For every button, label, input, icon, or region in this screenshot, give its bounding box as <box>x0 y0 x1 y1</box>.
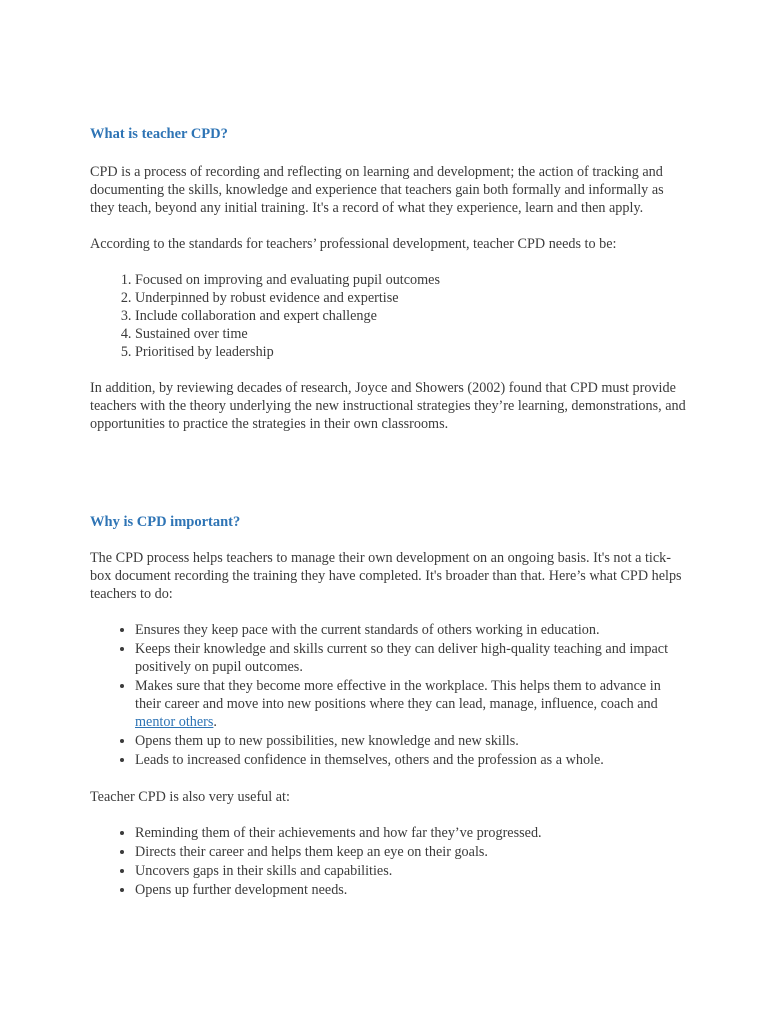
heading-what-is-cpd: What is teacher CPD? <box>90 126 228 142</box>
list-item: • Opens up further development needs. <box>135 881 690 899</box>
heading-why-cpd-important: Why is CPD important? <box>90 514 241 530</box>
list-item: • Leads to increased confidence in themselves, others and the profession as a whole. <box>135 751 690 769</box>
paragraph-useful-at: Teacher CPD is also very useful at: <box>90 789 290 805</box>
numbered-list-standards <box>90 271 690 361</box>
list-item: • Opens them up to new possibilities, new knowledge and new skills. <box>135 732 690 750</box>
list-item: 3. Include collaboration and expert challenge <box>135 307 690 325</box>
list-item <box>135 677 690 731</box>
paragraph-cpd-definition: CPD is a process of recording and reflecting on learning and development; the action of tracking and documenting the skills, knowledge and experience that teachers gain both formally and informally as they teach, beyond any initial training. It's a record of what they experience, learn and then apply. <box>90 164 664 216</box>
list-item: • Uncovers gaps in their skills and capabilities. <box>135 862 690 880</box>
mentor-others-link[interactable]: mentor others <box>135 714 214 730</box>
list-item: 2. Underpinned by robust evidence and expertise <box>135 289 690 307</box>
list-item: • Ensures they keep pace with the current standards of others working in education. <box>135 621 690 639</box>
list-item: 1. Focused on improving and evaluating pupil outcomes <box>135 271 690 289</box>
document-page <box>90 125 690 900</box>
list-item: • Reminding them of their achievements and how far they’ve progressed. <box>135 824 690 842</box>
paragraph-standards-intro: According to the standards for teachers’ professional development, teacher CPD needs to be: <box>90 236 617 252</box>
paragraph-cpd-process: The CPD process helps teachers to manage their own development on an ongoing basis. It's not a tick-box document recording the training they have completed. It's broader than that. Here’s what CPD helps teachers to do: <box>90 550 682 602</box>
paragraph-joyce-showers: In addition, by reviewing decades of research, Joyce and Showers (2002) found that CPD must provide teachers with the theory underlying the new instructional strategies they’re learning, demonstrations, and opportunities to practice the strategies in their own classrooms. <box>90 380 686 432</box>
list-item: 4. Sustained over time <box>135 325 690 343</box>
bullet-list-cpd-helps <box>90 621 690 769</box>
list-item-text: Makes sure that they become more effective in the workplace. This helps them to advance in their career and move into new positions where they can lead, manage, influence, coach and <box>135 678 661 712</box>
list-item-text-end: . <box>213 714 217 730</box>
list-item: • Keeps their knowledge and skills current so they can deliver high-quality teaching and impact positively on pupil outcomes. <box>135 640 690 676</box>
bullet-list-useful-at <box>90 824 690 899</box>
list-item: 5. Prioritised by leadership <box>135 343 690 361</box>
list-item: • Directs their career and helps them keep an eye on their goals. <box>135 843 690 861</box>
